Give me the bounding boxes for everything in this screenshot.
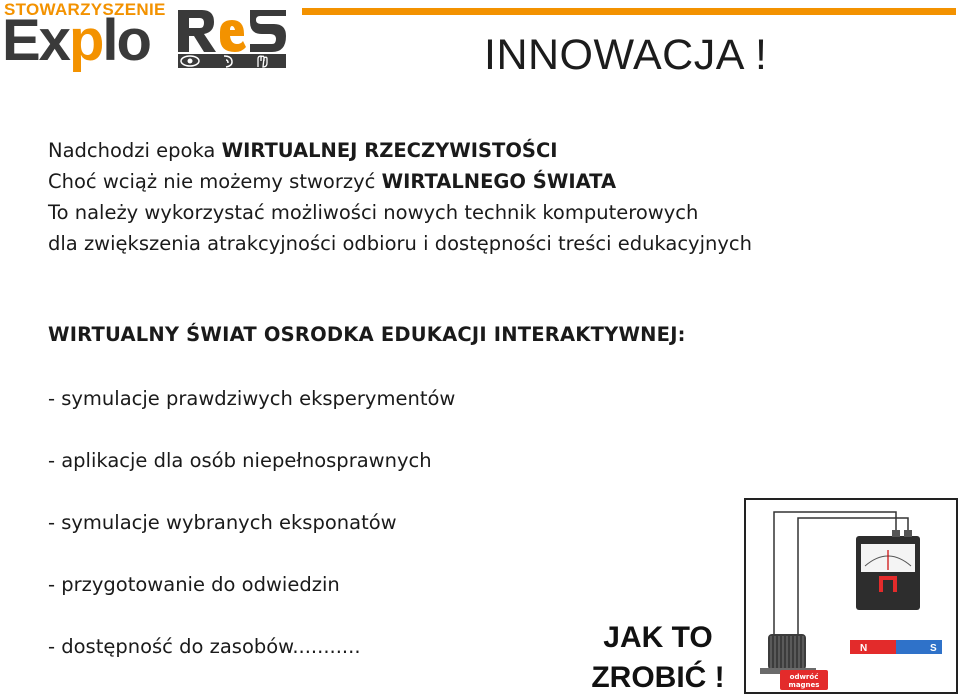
- coil-icon: [760, 634, 816, 674]
- flip-magnet-button[interactable]: [780, 670, 828, 690]
- induction-experiment-illustration: [744, 498, 958, 694]
- list-item: - symulacje prawdziwych eksperymentów: [48, 387, 456, 410]
- intro-line-1: Nadchodzi epoka WIRTUALNEJ RZECZYWISTOŚCI: [48, 139, 558, 162]
- magnet-n-label: N: [860, 643, 868, 654]
- call-to-action: [583, 618, 733, 698]
- flip-button-line-1: odwróć: [789, 673, 819, 681]
- list-item: - aplikacje dla osób niepełnosprawnych: [48, 449, 432, 472]
- intro-line-3: To należy wykorzystać możliwości nowych technik komputerowych: [48, 201, 699, 224]
- logo-explo-text: Explo: [2, 8, 150, 73]
- experiment-drawing: [746, 500, 956, 692]
- intro-line-4: dla zwiększenia atrakcyjności odbioru i dostępności treści edukacyjnych: [48, 232, 752, 255]
- magnet-s-label: S: [930, 643, 937, 654]
- intro-line-2: Choć wciąż nie możemy stworzyć WIRTALNEGO ŚWIATA: [48, 170, 617, 193]
- page-title: INNOWACJA !: [484, 31, 768, 79]
- list-item: - przygotowanie do odwiedzin: [48, 573, 340, 596]
- top-accent-rule: [302, 8, 956, 15]
- cta-line-1: JAK TO: [603, 621, 713, 654]
- flip-button-line-2: magnes: [788, 681, 820, 689]
- list-item: - symulacje wybranych eksponatów: [48, 511, 397, 534]
- list-item: - dostępność do zasobów...........: [48, 635, 361, 658]
- explores-logo: [0, 0, 292, 76]
- bar-magnet-icon: [850, 640, 942, 654]
- logo-association-text: STOWARZYSZENIE: [4, 0, 166, 19]
- section-heading: WIRTUALNY ŚWIAT OSRODKA EDUKACJI INTERAKTYWNEJ:: [48, 323, 686, 346]
- logo-res-icon: [176, 6, 288, 68]
- cta-line-2: ZROBIĆ !: [591, 661, 725, 694]
- galvanometer-icon: [856, 530, 920, 610]
